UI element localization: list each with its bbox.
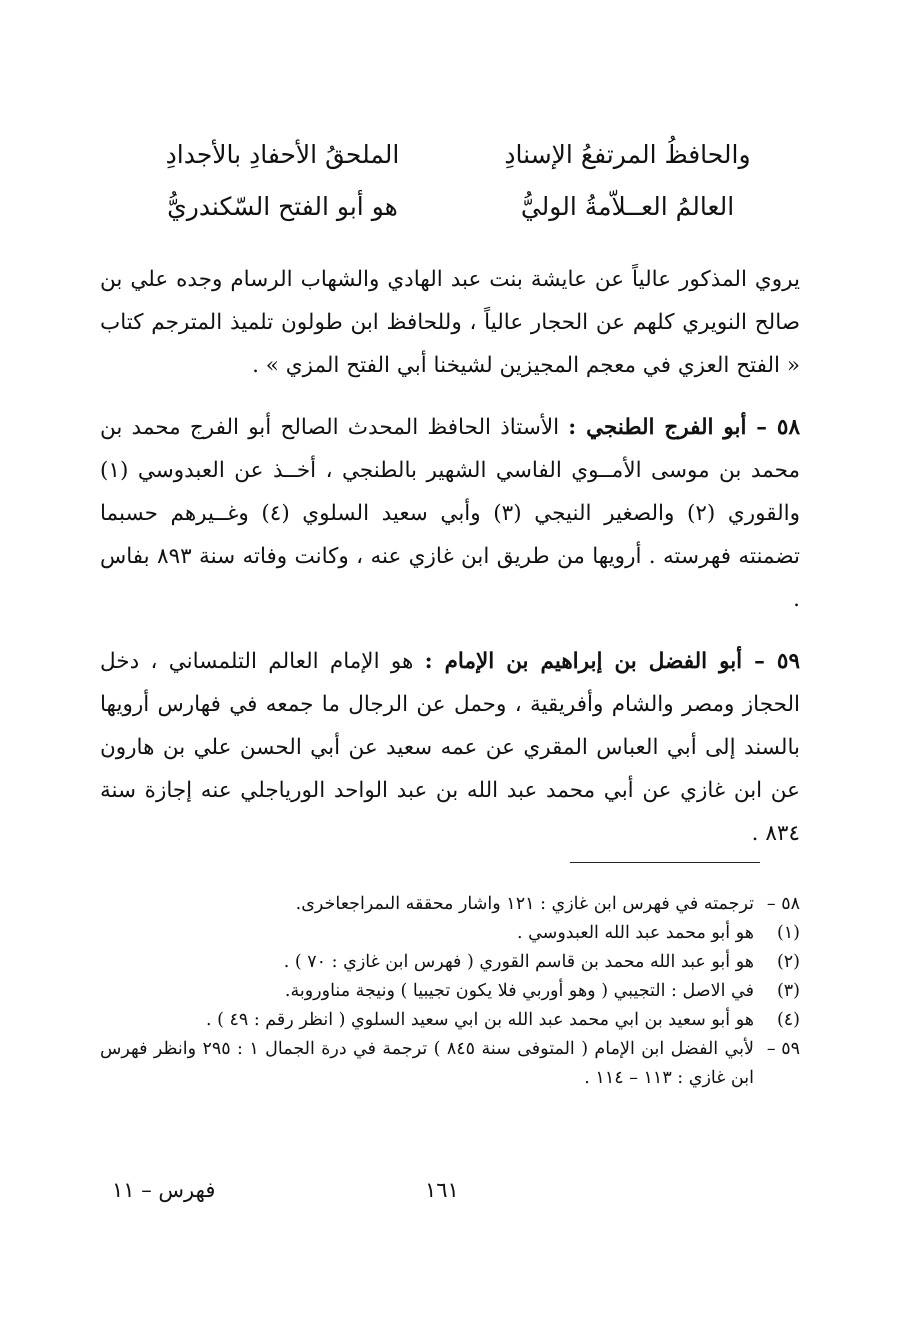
page-number: ١٦١ xyxy=(425,1178,459,1202)
poem-verse-1 xyxy=(110,140,800,169)
footnote xyxy=(100,1035,800,1093)
paragraph-intro xyxy=(100,258,800,387)
footnotes xyxy=(100,890,800,1093)
verse-second-hemistich: هو أبو الفتح السّكندريُّ xyxy=(167,192,398,221)
footnote-text: هو أبو محمد عبد الله العبدوسي . xyxy=(516,923,754,943)
footnote-mark: (٣) xyxy=(776,981,800,1001)
footnote-mark: (١) xyxy=(776,923,800,943)
entry-number: ٥٨ – xyxy=(746,415,800,440)
footnote-mark: ٥٩ – xyxy=(766,1039,800,1059)
footnote-text: هو أبو عبد الله محمد بن قاسم القوري ( فهرس ابن غازي : ٧٠ ) . xyxy=(283,952,754,972)
verse-first-hemistich: العالمُ العــلاّمةُ الوليُّ xyxy=(520,192,735,221)
footnote-mark: (٤) xyxy=(776,1010,800,1030)
entry-heading: أبو الفرج الطنجي : xyxy=(568,415,747,440)
verse-second-hemistich: الملحقُ الأحفادِ بالأجدادِ xyxy=(165,140,400,169)
footnote xyxy=(100,948,800,977)
entry-text: الأستاذ الحافظ المحدث الصالح أبو الفرج محمد بن محمد بن موسى الأمــوي الفاسي الشهير بالطنجي ، أخــذ عن العبدوسي (١) والقوري (٢) والصغير النيجي (٣) وأبي سعيد السلوي (٤) وغــيرهم حسبما تضمنته فهرسته . أرويها من طريق ابن غازي عنه ، وكانت وفاته سنة ٨٩٣ بفاس . xyxy=(100,415,801,612)
entry-number: ٥٩ – xyxy=(742,649,801,674)
footnote-separator xyxy=(570,862,760,863)
footnote-mark: (٢) xyxy=(776,952,800,972)
footnote-mark: ٥٨ – xyxy=(766,894,800,914)
footnote xyxy=(100,890,800,919)
poem-verse-2 xyxy=(110,192,800,221)
signature-mark: فهرس – ١١ xyxy=(112,1178,216,1202)
footnote-text: هو أبو سعيد بن ابي محمد عبد الله بن ابي سعيد السلوي ( انظر رقم : ٤٩ ) . xyxy=(205,1010,754,1030)
entry-heading: أبو الفضل بن إبراهيم بن الإمام : xyxy=(424,649,743,674)
footnote-text: لأبي الفضل ابن الإمام ( المتوفى سنة ٨٤٥ ) ترجمة في درة الجمال ١ : ٢٩٥ وانظر فهرس ابن غازي : ١١٣ – ١١٤ . xyxy=(100,1039,754,1088)
footnote xyxy=(100,977,800,1006)
verse-first-hemistich: والحافظُ المرتفعُ الإسنادِ xyxy=(504,140,751,169)
entry-text: هو الإمام العالم التلمساني ، دخل الحجاز ومصر والشام وأفريقية ، وحمل عن الرجال ما جمعه في فهارس أرويها بالسند إلى أبي العباس المقري عن عمه سعيد عن أبي الحسن علي بن هارون عن ابن غازي عن أبي محمد عبد الله بن عبد الواحد الورياجلي عنه إجازة سنة ٨٣٤ . xyxy=(100,649,800,846)
footnote xyxy=(100,1006,800,1035)
footnote xyxy=(100,919,800,948)
footnote-text: ترجمته في فهرس ابن غازي : ١٢١ واشار محققه الىمراجعاخرى. xyxy=(295,894,754,914)
entry-59 xyxy=(100,640,800,855)
paragraph-text: يروي المذكور عالياً عن عايشة بنت عبد الهادي والشهاب الرسام وجده علي بن صالح النويري كلهم عن الحجار عالياً ، وللحافظ ابن طولون تلميذ المترجم كتاب « الفتح العزي في معجم المجيزين لشيخنا أبي الفتح المزي » . xyxy=(100,267,800,378)
footnote-text: في الاصل : التجيبي ( وهو أوربي فلا يكون تجيبيا ) ونيجة مناوروبة. xyxy=(284,981,754,1001)
entry-58 xyxy=(100,406,800,621)
